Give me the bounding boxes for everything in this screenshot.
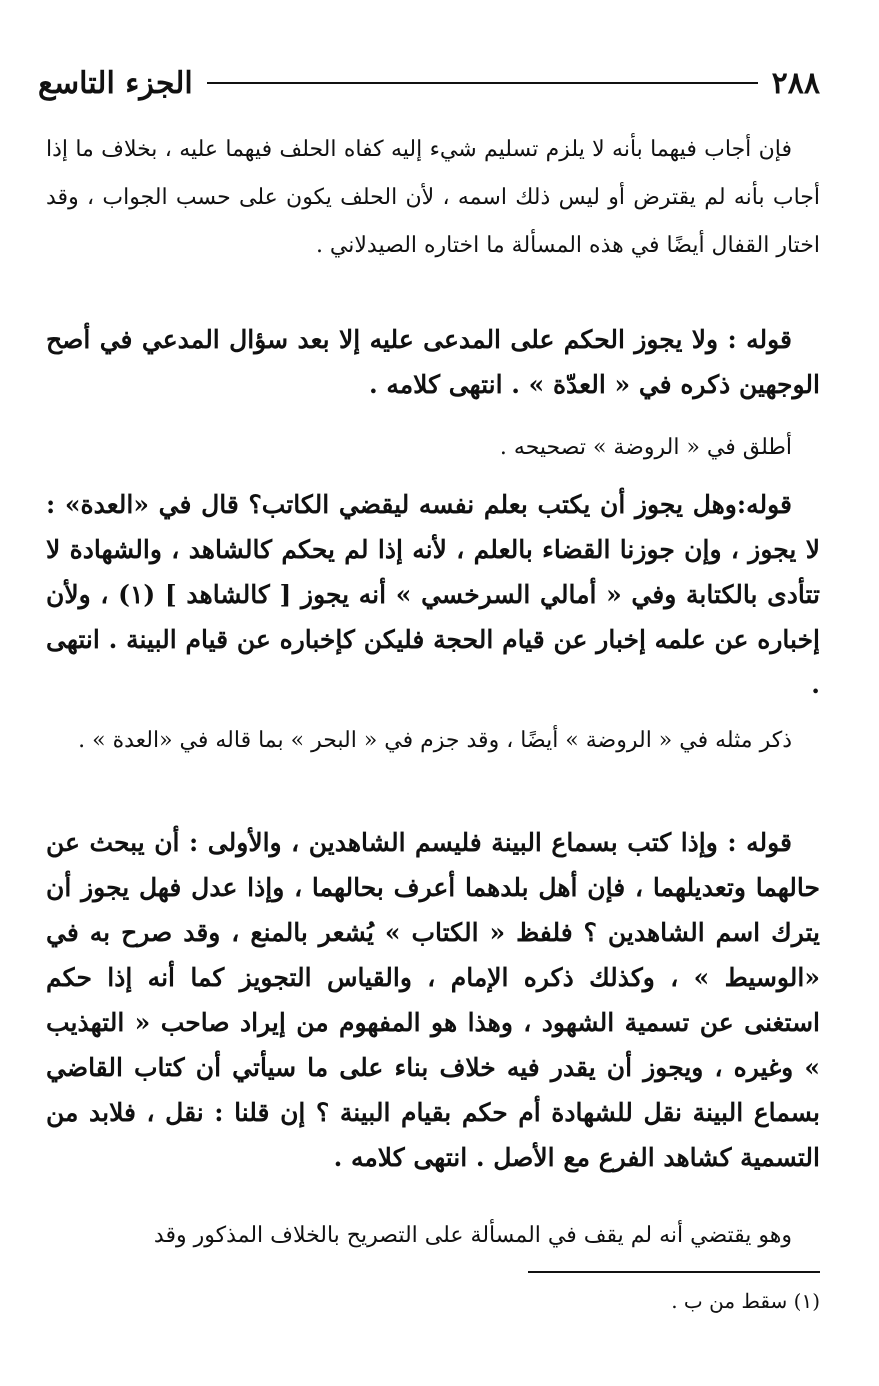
footnote-1: (١) سقط من ب . [671, 1289, 820, 1313]
quoted-statement-2: قوله:وهل يجوز أن يكتب بعلم نفسه ليقضي الكاتب؟ قال في «العدة» : لا يجوز ، وإن جوزنا القضاء بالعلم ، لأنه إذا لم يحكم كالشاهد ، والشهادة لا تتأدى بالكتابة وفي « أمالي السرخسي » أنه يجوز [ كالشاهد ] (١) ، ولأن إخباره عن علمه إخبار عن قيام الحجة فليكن كإخباره عن قيام البينة . انتهى . [46, 490, 821, 699]
paragraph-4: وهو يقتضي أنه لم يقف في المسألة على التصريح بالخلاف المذكور وقد [153, 1223, 792, 1248]
quoted-statement-1: قوله : ولا يجوز الحكم على المدعى عليه إلا بعد سؤال المدعي في أصح الوجهين ذكره في « العدّة » . انتهى كلامه . [46, 325, 820, 399]
paragraph-3: ذكر مثله في « الروضة » أيضًا ، وقد جزم في « البحر » بما قاله في «العدة » . [78, 728, 792, 753]
paragraph-2: أطلق في « الروضة » تصحيحه . [499, 435, 792, 460]
running-title: الجزء التاسع [38, 65, 193, 101]
page-header [38, 60, 820, 106]
footnote-rule [528, 1271, 820, 1273]
quoted-statement-3: قوله : وإذا كتب بسماع البينة فليسم الشاهدين ، والأولى : أن يبحث عن حالهما وتعديلهما ، فإن أهل بلدهما أعرف بحالهما ، وإذا عدل فهل يجوز أن يترك اسم الشاهدين ؟ فلفظ « الكتاب » يُشعر بالمنع ، وقد صرح به في «الوسيط » ، وكذلك ذكره الإمام ، والقياس التجويز كما أنه إذا حكم استغنى عن تسمية الشهود ، وهذا هو المفهوم من إيراد صاحب « التهذيب » وغيره ، ويجوز أن يقدر فيه خلاف بناء على ما سيأتي أن كتاب القاضي بسماع البينة نقل للشهادة أم حكم بقيام البينة ؟ إن قلنا : نقل ، فلابد من التسمية كشاهد الفرع مع الأصل . انتهى كلامه . [46, 828, 820, 1172]
header-rule [207, 82, 758, 84]
paragraph-1: فإن أجاب فيهما بأنه لا يلزم تسليم شيء إليه كفاه الحلف فيهما عليه ، بخلاف ما إذا أجاب بأنه لم يقترض أو ليس ذلك اسمه ، لأن الحلف يكون على حسب الجواب ، وقد اختار القفال أيضًا في هذه المسألة ما اختاره الصيدلاني . [46, 137, 820, 258]
page-number: ٢٨٨ [771, 65, 820, 101]
